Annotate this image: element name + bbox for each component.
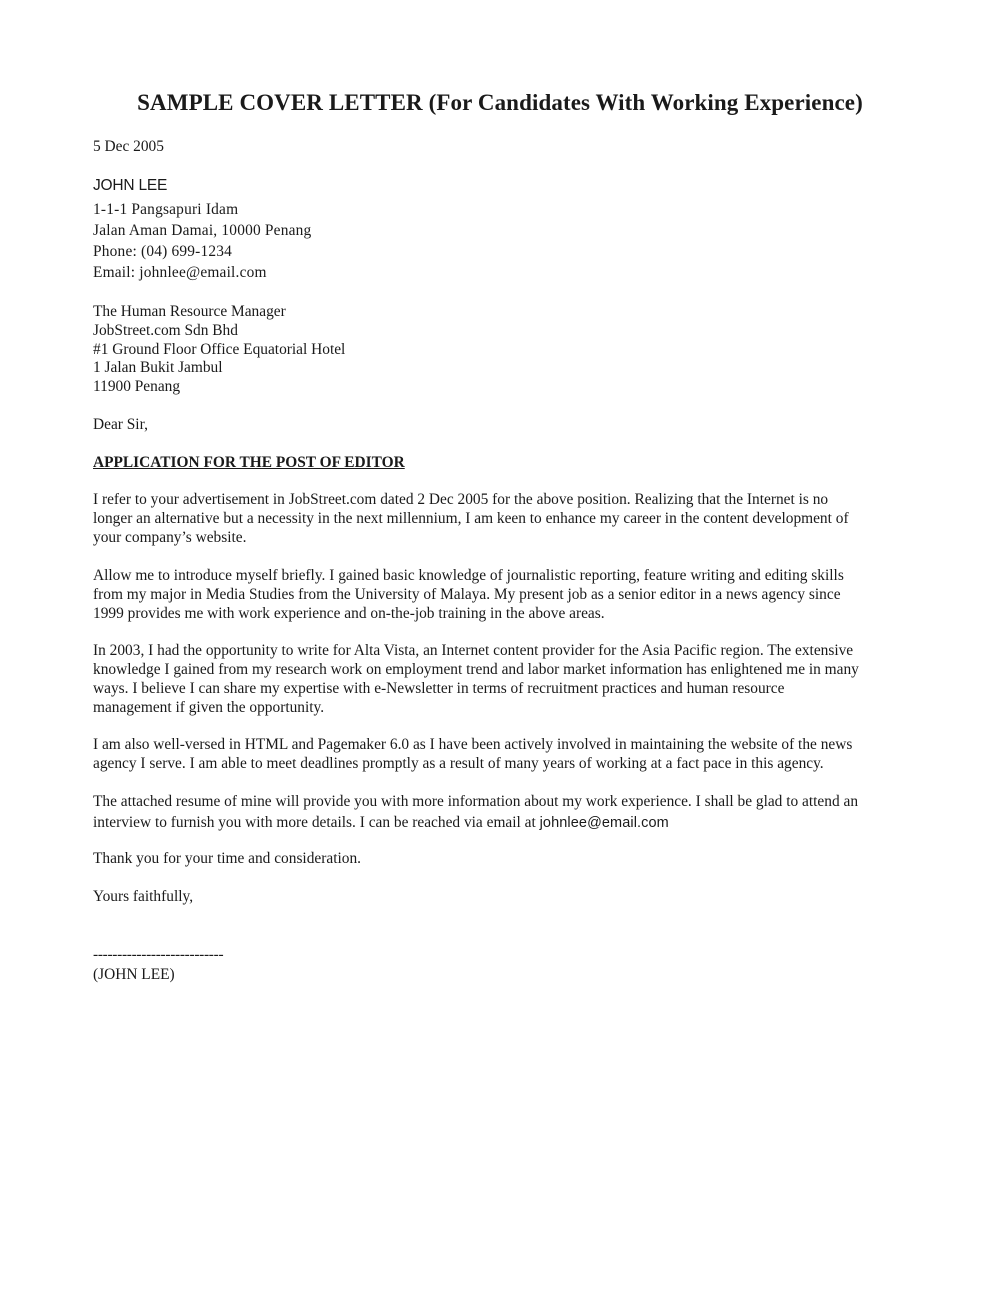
salutation: Dear Sir,: [93, 416, 148, 433]
body-paragraph: [93, 791, 913, 834]
paragraph-line: Allow me to introduce myself briefly. I gained basic knowledge of journalistic reporting, feature writing and editing skills: [93, 567, 844, 584]
paragraph-line: In 2003, I had the opportunity to write for Alta Vista, an Internet content provider for the Asia Pacific region. The extensive: [93, 642, 854, 659]
paragraph-line: [93, 812, 913, 834]
sender-name: JOHN LEE: [93, 177, 168, 194]
recipient-line: JobStreet.com Sdn Bhd: [93, 321, 238, 339]
sender-phone: Phone: (04) 699-1234: [93, 243, 233, 260]
paragraph-line: longer an alternative but a necessity in the next millennium, I am keen to enhance my career in the content development of: [93, 510, 849, 527]
paragraph-line: agency I serve. I am able to meet deadlines promptly as a result of many years of working at a fact pace in this agency.: [93, 755, 824, 772]
paragraph-text: interview to furnish you with more details. I can be reached via email at: [93, 814, 540, 831]
body-paragraph: [93, 490, 913, 547]
sender-email: Email: johnlee@email.com: [93, 264, 267, 281]
closing-thanks: Thank you for your time and consideration.: [93, 850, 361, 867]
sender-address-line: Jalan Aman Damai, 10000 Penang: [93, 222, 312, 239]
recipient-line: 1 Jalan Bukit Jambul: [93, 359, 223, 377]
body-paragraph: [93, 641, 913, 717]
paragraph-line: The attached resume of mine will provide you with more information about my work experience. I shall be glad to attend an: [93, 793, 859, 810]
paragraph-line: I am also well-versed in HTML and Pagemaker 6.0 as I have been actively involved in maintaining the website of the news: [93, 736, 853, 753]
page-title: SAMPLE COVER LETTER (For Candidates With Working Experience): [137, 90, 863, 115]
body-paragraph: [93, 566, 913, 623]
letter-date: 5 Dec 2005: [93, 138, 164, 155]
paragraph-line: I refer to your advertisement in JobStreet.com dated 2 Dec 2005 for the above position. Realizing that the Internet is no: [93, 491, 829, 508]
paragraph-line: ways. I believe I can share my expertise with e-Newsletter in terms of recruitment practices and human resource: [93, 680, 785, 697]
signature-line: ---------------------------: [93, 946, 224, 963]
closing: Yours faithfully,: [93, 888, 194, 905]
recipient-line: 11900 Penang: [93, 378, 181, 396]
paragraph-line: 1999 provides me with work experience and on-the-job training in the above areas.: [93, 605, 605, 622]
recipient-address: [93, 303, 913, 397]
recipient-line: The Human Resource Manager: [93, 303, 286, 320]
signature-name: (JOHN LEE): [93, 966, 175, 983]
paragraph-line: management if given the opportunity.: [93, 699, 325, 716]
paragraph-line: from my major in Media Studies from the University of Malaya. My present job as a senior editor in a news agency since: [93, 586, 841, 603]
body-paragraph: [93, 735, 913, 773]
recipient-line: #1 Ground Floor Office Equatorial Hotel: [93, 340, 346, 358]
sender-address-line: 1-1-1 Pangsapuri Idam: [93, 201, 239, 218]
paragraph-line: knowledge I gained from my research work on employment trend and labor market information has enlightened me in many: [93, 661, 859, 678]
sender-address: [93, 199, 913, 283]
subject-heading: APPLICATION FOR THE POST OF EDITOR: [93, 454, 405, 471]
paragraph-line: your company’s website.: [93, 529, 247, 546]
contact-email: johnlee@email.com: [539, 815, 669, 831]
